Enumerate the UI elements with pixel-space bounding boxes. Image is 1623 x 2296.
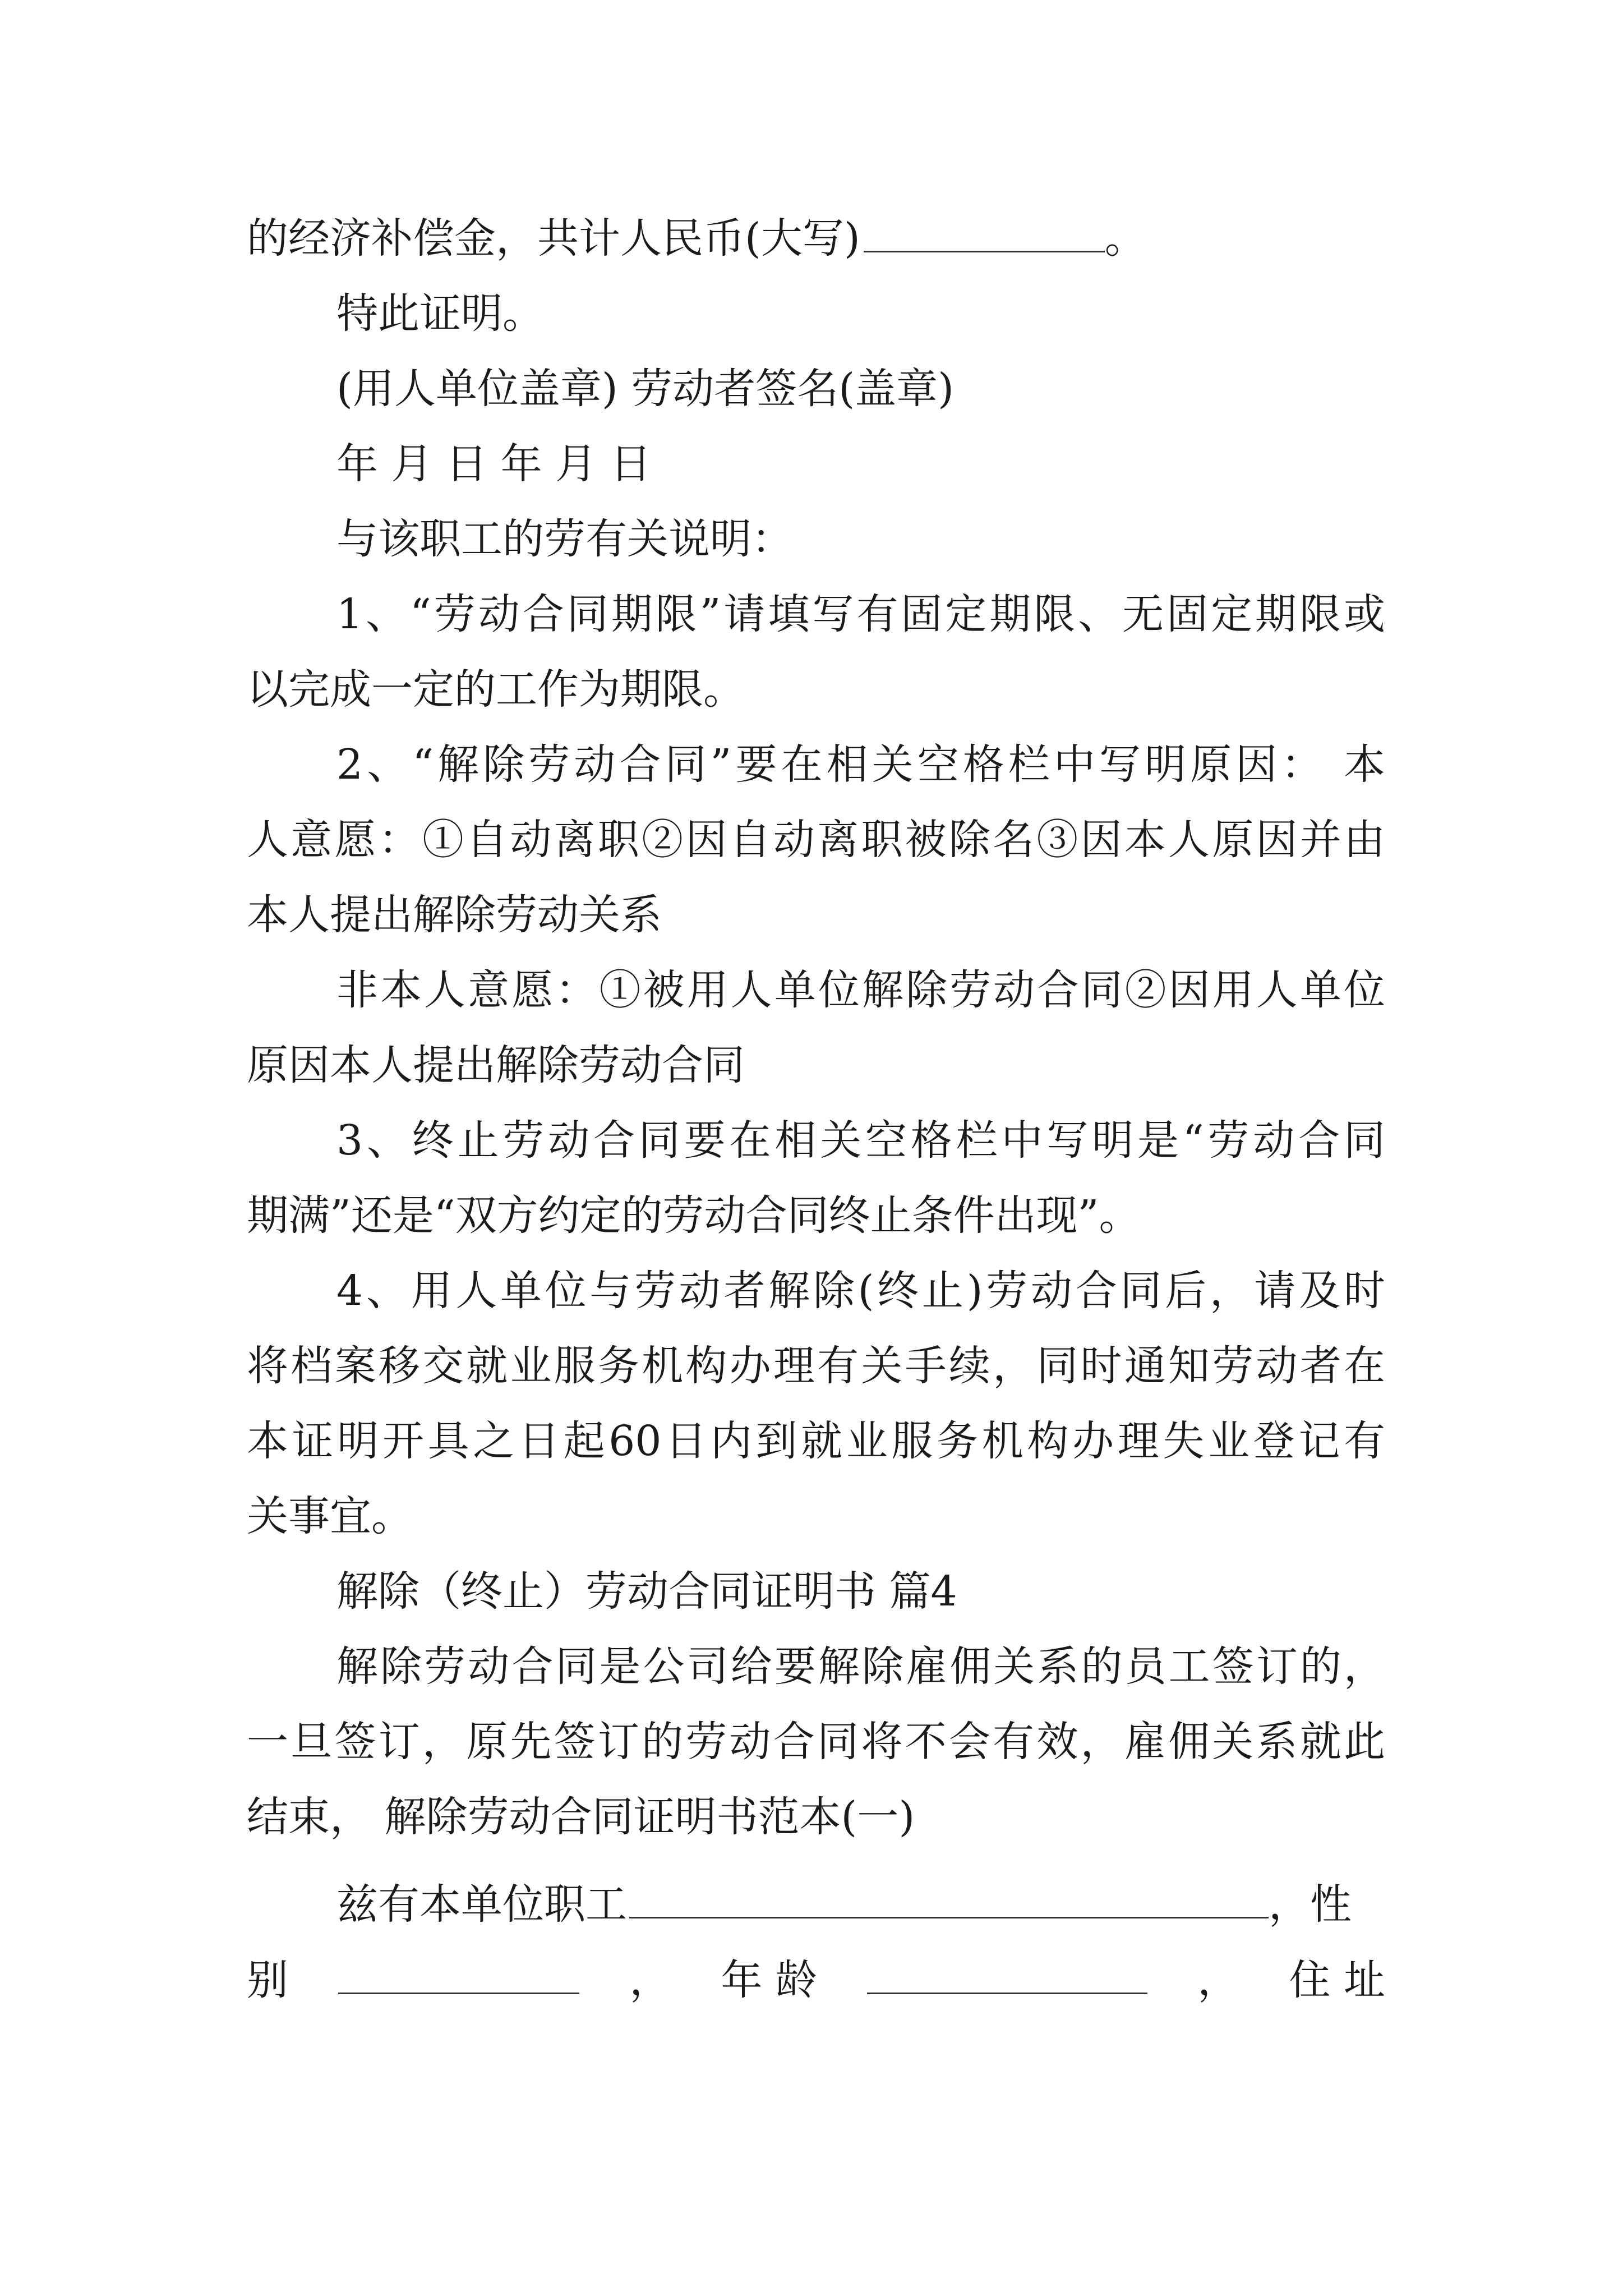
compensation-text: 的经济补偿金，共计人民币(大写) [247, 214, 860, 263]
text-line-note2-e: 原因本人提出解除劳动合同 [247, 1041, 745, 1089]
text-line-note4-d: 关事宜。 [247, 1492, 413, 1540]
gender-blank [338, 1953, 579, 1994]
comma-1: ， [629, 1956, 671, 2004]
compensation-end: 。 [1104, 214, 1146, 263]
address-label: 住 址 [1289, 1956, 1385, 2004]
text-line-note4-c: 本证明开具之日起60日内到就业服务机构办理失业登记有 [247, 1417, 1385, 1465]
text-line-note2-d: 非本人意愿：①被用人单位解除劳动合同②因用人单位 [336, 966, 1385, 1014]
text-line-note1-b: 以完成一定的工作为期限。 [247, 665, 745, 714]
age-blank [867, 1953, 1147, 1994]
text-line-note2-c: 本人提出解除劳动关系 [247, 891, 662, 939]
text-line-intro-b: 一旦签订，原先签订的劳动合同将不会有效，雇佣关系就此 [247, 1718, 1385, 1766]
text-line-dates: 年 月 日 年 月 日 [336, 440, 652, 488]
employee-label: 兹有本单位职工 [336, 1880, 627, 1929]
employee-name-blank [629, 1878, 1269, 1918]
comma-2: ， [1197, 1956, 1239, 2004]
gender-label: 别 [247, 1956, 288, 2004]
text-line-note1-a: 1、“劳动合同期限”请填写有固定期限、无固定期限或 [336, 590, 1385, 638]
employee-end: ，性 [1269, 1880, 1352, 1929]
text-line-certify: 特此证明。 [336, 289, 544, 338]
text-line-note2-b: 人意愿：①自动离职②因自动离职被除名③因本人原因并由 [247, 816, 1385, 864]
text-line-intro-c: 结束， 解除劳动合同证明书范本(一) [247, 1793, 915, 1841]
age-label: 年 龄 [721, 1956, 817, 2004]
text-line-notes-heading: 与该职工的劳有关说明： [336, 515, 793, 563]
text-line-fields [247, 1952, 1385, 2008]
text-line-note4-a: 4、用人单位与劳动者解除(终止)劳动合同后，请及时 [336, 1267, 1385, 1315]
text-line-intro-a: 解除劳动合同是公司给要解除雇佣关系的员工签订的， [336, 1642, 1385, 1691]
text-line-note4-b: 将档案移交就业服务机构办理有关手续，同时通知劳动者在 [247, 1342, 1385, 1390]
section-heading: 解除（终止）劳动合同证明书 篇4 [336, 1567, 957, 1616]
amount-blank [864, 211, 1105, 252]
text-line-compensation [247, 210, 1385, 266]
text-line-note2-a: 2、“解除劳动合同”要在相关空格栏中写明原因： 本 [336, 740, 1385, 789]
text-line-note3-b: 期满”还是“双方约定的劳动合同终止条件出现”。 [247, 1191, 1141, 1240]
text-line-note3-a: 3、终止劳动合同要在相关空格栏中写明是“劳动合同 [336, 1116, 1385, 1165]
text-line-signatures: (用人单位盖章) 劳动者签名(盖章) [336, 365, 955, 413]
text-line-employee [336, 1876, 1385, 1932]
